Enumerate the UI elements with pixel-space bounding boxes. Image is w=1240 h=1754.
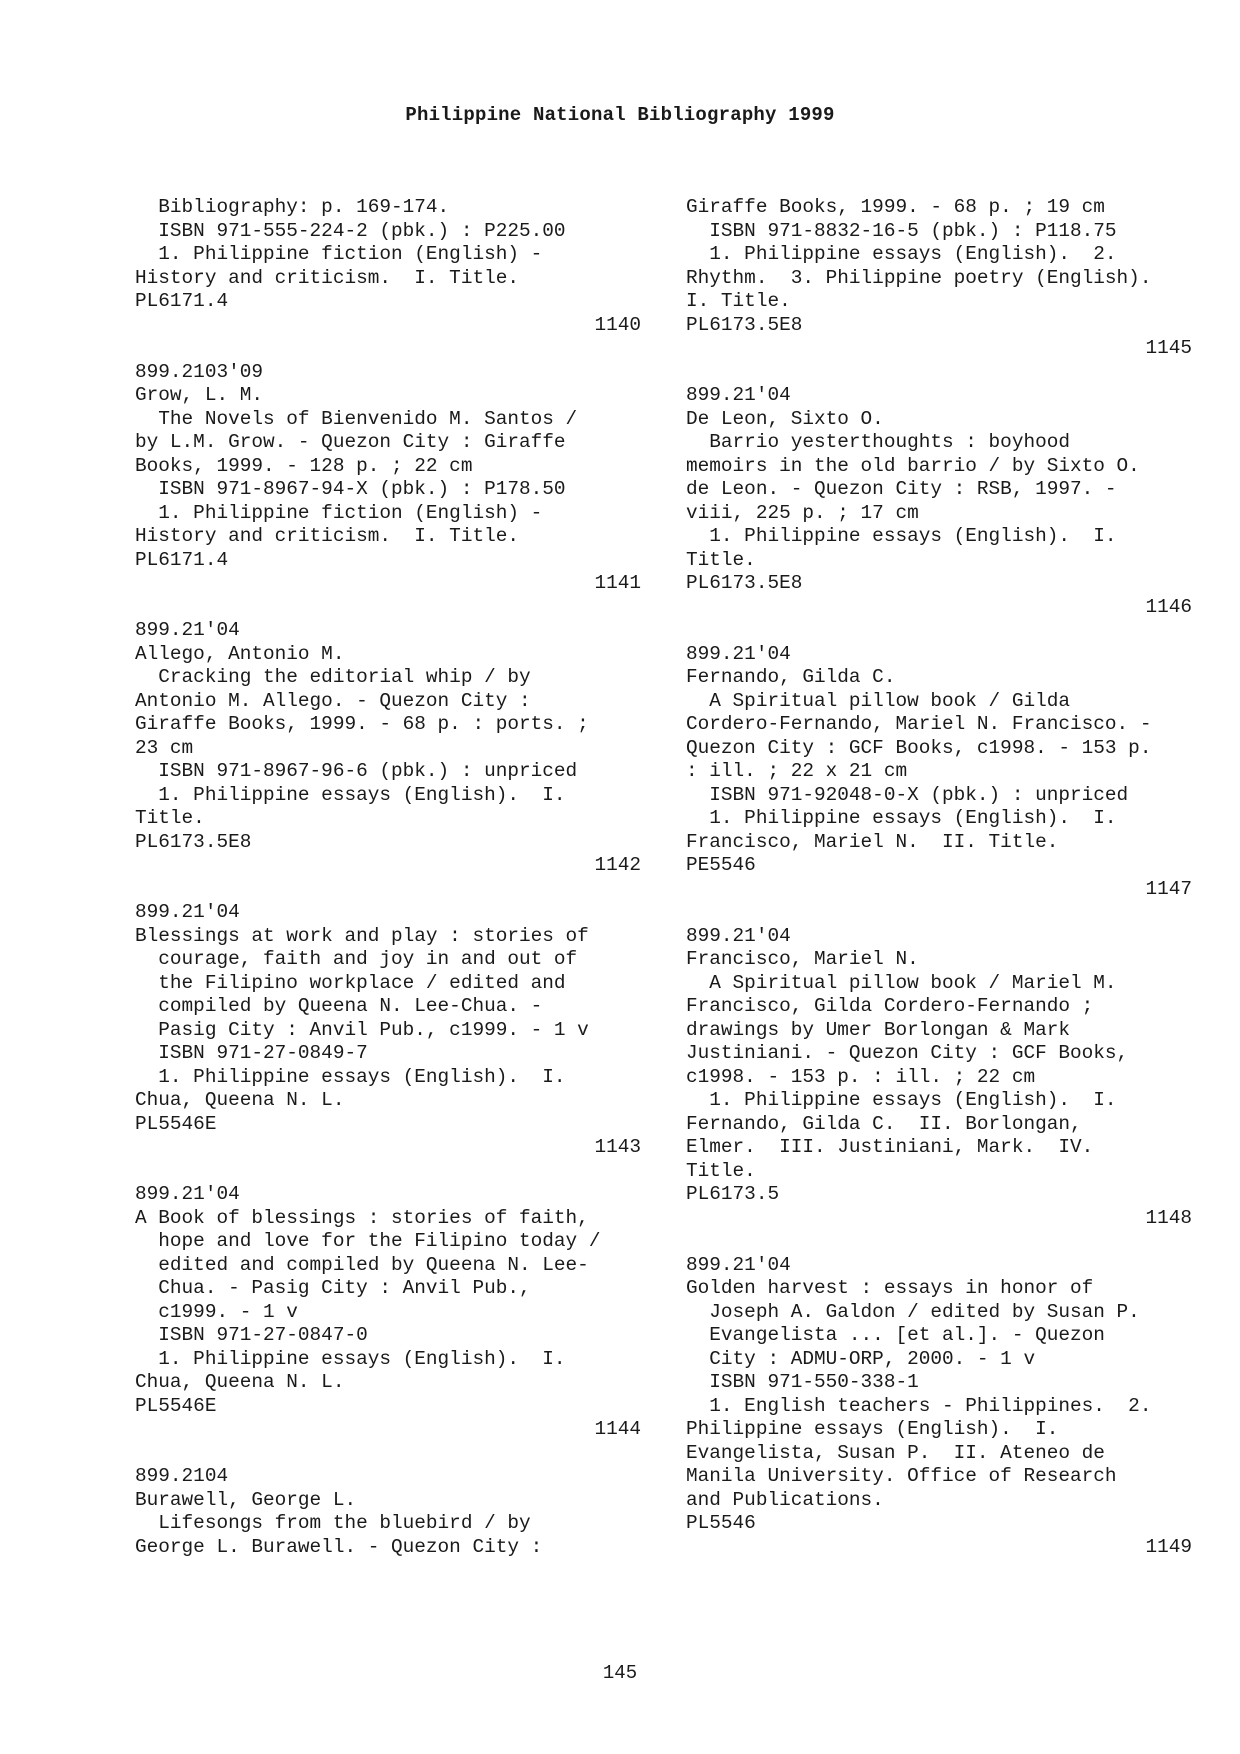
bibliography-entry [686, 384, 1192, 619]
entry-line: ISBN 971-27-0849-7 [135, 1042, 368, 1064]
entry-line: Chua. - Pasig City : Anvil Pub., [135, 1277, 531, 1299]
entry-line: Antonio M. Allego. - Quezon City : [135, 689, 531, 712]
entry-line: The Novels of Bienvenido M. Santos / [135, 407, 578, 430]
entry-line: 899.2104 [135, 1465, 229, 1487]
entry-number: 1147 [1145, 877, 1192, 900]
entry-line: 1. Philippine essays (English). I. [686, 807, 1117, 829]
entry-number: 1140 [594, 313, 641, 336]
entry-line: Chua, Queena N. L. [135, 1371, 345, 1393]
entry-line: ISBN 971-8967-94-X (pbk.) : P178.50 [135, 478, 566, 500]
entry-line: memoirs in the old barrio / by Sixto O. [686, 454, 1140, 477]
entry-line: Fernando, Gilda C. II. Borlongan, [686, 1112, 1082, 1135]
entry-line: City : ADMU-ORP, 2000. - 1 v [686, 1347, 1036, 1370]
entry-line: 1. Philippine essays (English). I. [135, 1347, 566, 1370]
entry-line: PL5546E [135, 1112, 217, 1135]
entry-line: PL6173.5 [686, 1183, 780, 1205]
entry-spacer [135, 878, 641, 902]
entry-line: De Leon, Sixto O. [686, 407, 884, 430]
entry-line: Evangelista ... [et al.]. - Quezon [686, 1324, 1105, 1346]
entry-number: 1144 [594, 1418, 641, 1440]
entry-line: I. Title. [686, 290, 791, 312]
entry-number: 1149 [1145, 1535, 1192, 1558]
entry-line: Pasig City : Anvil Pub., c1999. - 1 v [135, 1018, 589, 1041]
entry-line: Barrio yesterthoughts : boyhood [686, 431, 1070, 453]
entry-line: 1. English teachers - Philippines. 2. [686, 1394, 1152, 1417]
entry-line: Philippine essays (English). I. [686, 1418, 1059, 1440]
entry-line: edited and compiled by Queena N. Lee- [135, 1253, 589, 1276]
entry-spacer [135, 596, 641, 620]
entry-line: Cordero-Fernando, Mariel N. Francisco. - [686, 713, 1152, 735]
entry-line: History and criticism. I. Title. [135, 266, 519, 289]
entry-line: Francisco, Gilda Cordero-Fernando ; [686, 995, 1094, 1017]
bibliography-entry [686, 925, 1192, 1231]
entry-line: A Book of blessings : stories of faith, [135, 1206, 589, 1229]
entry-line: Burawell, George L. [135, 1488, 357, 1511]
entry-spacer [686, 901, 1192, 925]
bibliography-entry [135, 1465, 641, 1559]
bibliography-entry [686, 196, 1192, 361]
bibliography-entry [686, 1254, 1192, 1560]
entry-line: Bibliography: p. 169-174. [135, 196, 450, 218]
entry-line: 1. Philippine essays (English). I. [686, 525, 1117, 547]
entry-line: 1. Philippine essays (English). I. [135, 1065, 566, 1088]
entry-line: 1. Philippine essays (English). 2. [686, 243, 1117, 265]
entry-spacer [686, 361, 1192, 385]
entry-line: compiled by Queena N. Lee-Chua. - [135, 995, 543, 1017]
entry-line: Francisco, Mariel N. II. Title. [686, 830, 1059, 853]
entry-number: 1146 [1145, 595, 1192, 618]
left-column [135, 196, 641, 1559]
entry-spacer [686, 1230, 1192, 1254]
entry-line: 1. Philippine essays (English). I. [686, 1089, 1117, 1111]
entry-line: : ill. ; 22 x 21 cm [686, 760, 908, 782]
entry-line: 899.21'04 [135, 1183, 240, 1205]
bibliography-entry [135, 361, 641, 596]
bibliography-entry [135, 901, 641, 1160]
entry-line: ISBN 971-550-338-1 [686, 1371, 919, 1393]
entry-line: George L. Burawell. - Quezon City : [135, 1535, 543, 1558]
entry-line: by L.M. Grow. - Quezon City : Giraffe [135, 431, 566, 453]
entry-line: hope and love for the Filipino today / [135, 1230, 601, 1252]
entry-line: Rhythm. 3. Philippine poetry (English). [686, 266, 1152, 289]
entry-line: 23 cm [135, 736, 194, 759]
entry-number: 1145 [1145, 337, 1192, 359]
entry-line: Allego, Antonio M. [135, 642, 345, 665]
entry-line: Justiniani. - Quezon City : GCF Books, [686, 1042, 1129, 1064]
entry-line: 1. Philippine fiction (English) - [135, 243, 543, 265]
entry-line: ISBN 971-8967-96-6 (pbk.) : unpriced [135, 760, 578, 782]
entry-line: de Leon. - Quezon City : RSB, 1997. - [686, 478, 1117, 500]
entry-line: drawings by Umer Borlongan & Mark [686, 1018, 1070, 1041]
entry-line: A Spiritual pillow book / Mariel M. [686, 971, 1117, 994]
entry-line: viii, 225 p. ; 17 cm [686, 501, 919, 524]
entry-line: PL6173.5E8 [686, 313, 803, 336]
entry-line: Lifesongs from the bluebird / by [135, 1512, 531, 1534]
entry-number: 1141 [594, 572, 641, 594]
entry-line: A Spiritual pillow book / Gilda [686, 689, 1070, 712]
entry-line: Elmer. III. Justiniani, Mark. IV. [686, 1136, 1094, 1158]
entry-line: 899.2103'09 [135, 360, 263, 383]
bibliography-entry [135, 1183, 641, 1442]
entry-spacer [135, 1442, 641, 1466]
entry-line: History and criticism. I. Title. [135, 525, 519, 547]
entry-line: 899.21'04 [686, 924, 791, 947]
entry-line: 1. Philippine fiction (English) - [135, 501, 543, 524]
entry-number: 1148 [1145, 1206, 1192, 1229]
entry-line: PL6171.4 [135, 290, 229, 312]
entry-number: 1143 [594, 1136, 641, 1158]
entry-line: PL6173.5E8 [686, 572, 803, 594]
entry-spacer [686, 619, 1192, 643]
entry-line: Title. [686, 548, 756, 571]
entry-line: ISBN 971-8832-16-5 (pbk.) : P118.75 [686, 219, 1117, 242]
entry-line: the Filipino workplace / edited and [135, 971, 566, 994]
entry-line: Manila University. Office of Research [686, 1465, 1117, 1487]
entry-spacer [135, 337, 641, 361]
right-column [686, 196, 1192, 1559]
entry-line: c1999. - 1 v [135, 1300, 298, 1323]
entry-spacer [135, 1160, 641, 1184]
entry-line: and Publications. [686, 1488, 884, 1511]
entry-line: Title. [686, 1159, 756, 1182]
entry-line: Fernando, Gilda C. [686, 666, 896, 688]
entry-line: Joseph A. Galdon / edited by Susan P. [686, 1300, 1140, 1323]
entry-line: ISBN 971-92048-0-X (pbk.) : unpriced [686, 783, 1129, 806]
entry-line: courage, faith and joy in and out of [135, 948, 578, 970]
entry-line: 899.21'04 [686, 1253, 791, 1276]
bibliography-entry [135, 619, 641, 878]
entry-line: 1. Philippine essays (English). I. [135, 783, 566, 806]
entry-line: Giraffe Books, 1999. - 68 p. : ports. ; [135, 713, 589, 735]
entry-line: Golden harvest : essays in honor of [686, 1277, 1094, 1299]
entry-line: Giraffe Books, 1999. - 68 p. ; 19 cm [686, 196, 1105, 218]
entry-line: PL6173.5E8 [135, 830, 252, 853]
entry-line: PL5546 [686, 1512, 756, 1534]
entry-line: Blessings at work and play : stories of [135, 924, 589, 947]
entry-line: Cracking the editorial whip / by [135, 666, 531, 688]
entry-line: Books, 1999. - 128 p. ; 22 cm [135, 454, 473, 477]
page-header-title: Philippine National Bibliography 1999 [405, 104, 835, 126]
entry-line: 899.21'04 [686, 384, 791, 406]
entry-line: Quezon City : GCF Books, c1998. - 153 p. [686, 736, 1152, 759]
entry-line: ISBN 971-555-224-2 (pbk.) : P225.00 [135, 219, 566, 242]
entry-line: 899.21'04 [135, 619, 240, 641]
entry-line: c1998. - 153 p. : ill. ; 22 cm [686, 1065, 1036, 1088]
entry-line: PL5546E [135, 1394, 217, 1417]
entry-line: Title. [135, 807, 205, 829]
page-number: 145 [602, 1662, 638, 1684]
entry-line: 899.21'04 [135, 901, 240, 923]
entry-number: 1142 [594, 854, 641, 876]
bibliography-entry [135, 196, 641, 337]
entry-line: PL6171.4 [135, 548, 229, 571]
entry-line: ISBN 971-27-0847-0 [135, 1324, 368, 1346]
bibliography-entry [686, 643, 1192, 902]
entry-line: Francisco, Mariel N. [686, 948, 919, 970]
entry-line: PE5546 [686, 854, 756, 876]
entry-line: 899.21'04 [686, 642, 791, 665]
entry-line: Evangelista, Susan P. II. Ateneo de [686, 1441, 1105, 1464]
entry-line: Grow, L. M. [135, 384, 263, 406]
entry-line: Chua, Queena N. L. [135, 1089, 345, 1111]
